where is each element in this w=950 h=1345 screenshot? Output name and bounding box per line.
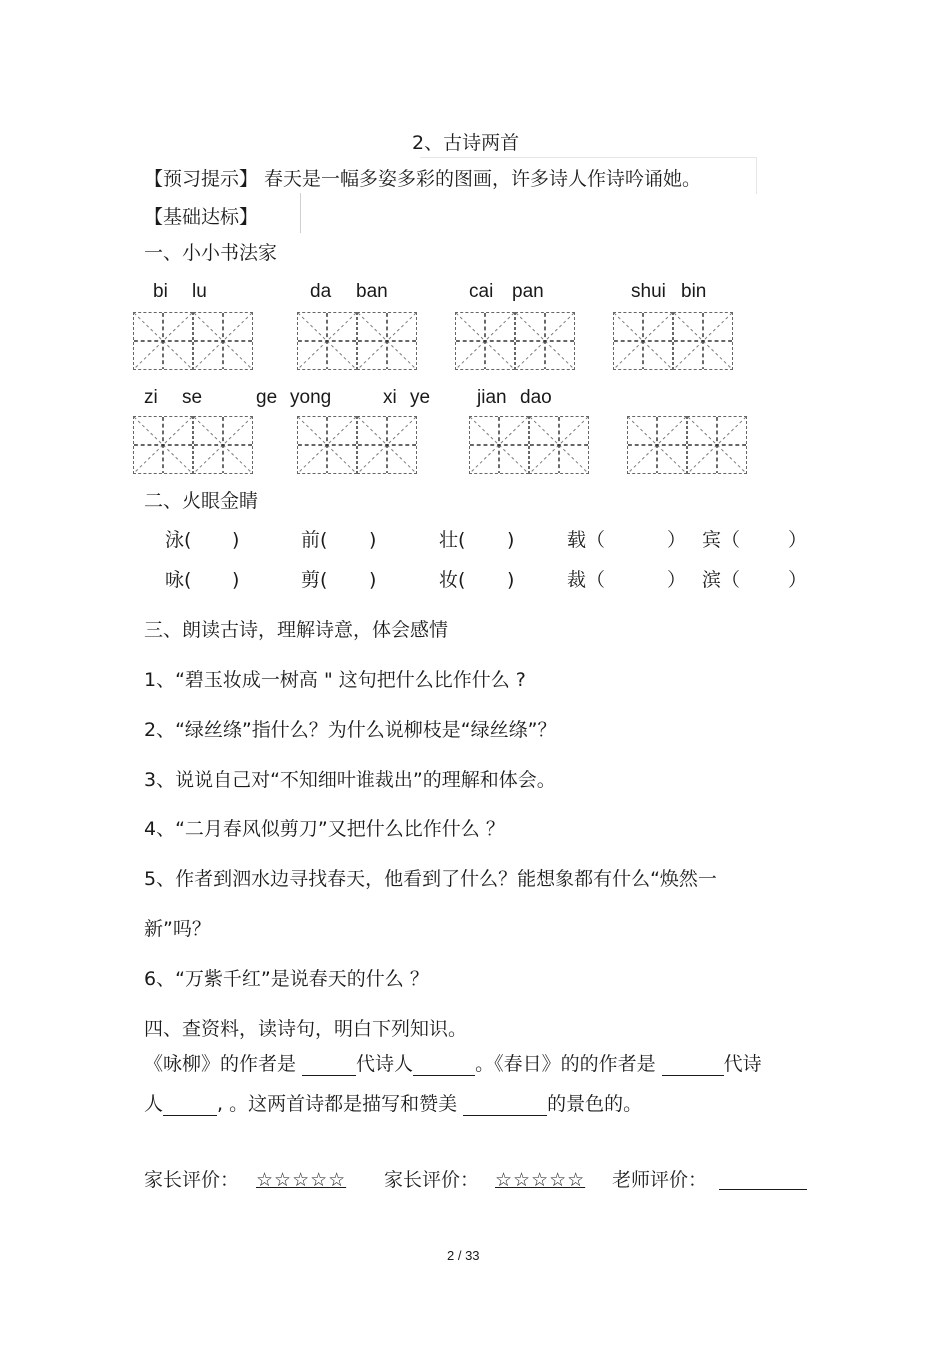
pinyin: ge [256,387,278,408]
pinyin: ye [410,387,431,408]
pinyin: lu [192,281,207,302]
parent-eval-stars[interactable]: ☆☆☆☆☆ [256,1169,347,1191]
fill-line-1 [144,1052,762,1076]
char-item: 咏( [165,569,192,591]
writing-grid-cell[interactable] [455,312,515,370]
fill-text: 代诗 [723,1053,762,1075]
fill-blank[interactable] [463,1095,547,1116]
writing-grid-cell[interactable] [193,416,253,474]
writing-grid-cell[interactable] [133,312,193,370]
fill-blank[interactable] [163,1095,217,1116]
question-5-line1: 5、作者到泗水边寻找春天，他看到了什么？能想象都有什么“焕然一 [144,868,717,890]
question-4: 4、“二月春风似剪刀”又把什么比作什么 ？ [144,818,505,840]
fill-text: 人 [144,1093,164,1115]
section3-heading: 三、朗读古诗，理解诗意，体会感情 [144,619,449,641]
char-paren: ） [667,569,687,591]
pinyin: pan [512,281,544,302]
writing-grid-cell[interactable] [357,312,417,370]
teacher-eval-blank[interactable] [719,1189,807,1190]
pinyin: se [182,387,203,408]
page-title: 2、古诗两首 [412,132,520,154]
section4-heading: 四、查资料，读诗句，明白下列知识。 [144,1018,468,1040]
pinyin: shui [631,281,666,302]
char-item: 裁（ [567,569,606,591]
writing-grid-cell[interactable] [297,312,357,370]
char-paren: ) [369,529,377,551]
parent-eval-stars-2[interactable]: ☆☆☆☆☆ [495,1169,586,1191]
char-item: 剪( [301,569,328,591]
writing-grid-cell[interactable] [193,312,253,370]
fill-text: , 。这两首诗都是描写和赞美 [217,1093,464,1115]
fill-blank[interactable] [662,1055,724,1076]
char-item: 前( [301,529,328,551]
pinyin: jian [477,387,507,408]
char-item: 载（ [567,529,606,551]
section2-heading: 二、火眼金睛 [144,490,259,512]
pinyin: yong [290,387,332,408]
pinyin: bin [681,281,707,302]
char-paren: ） [788,569,808,591]
writing-grid-cell[interactable] [357,416,417,474]
pinyin: zi [144,387,158,408]
teacher-eval-label: 老师评价： [612,1169,708,1191]
question-1: 1、“碧玉妆成一树高 " 这句把什么比作什么 ? [144,669,526,691]
char-paren: ) [232,529,240,551]
fill-blank[interactable] [413,1055,475,1076]
writing-grid-cell[interactable] [297,416,357,474]
question-5-line2: 新”吗？ [144,918,211,940]
fill-text: 。《春日》的的作者是 [475,1053,662,1075]
char-paren: ） [667,529,687,551]
pinyin: xi [383,387,397,408]
writing-grid-cell[interactable] [133,416,193,474]
question-3: 3、说说自己对“不知细叶谁裁出”的理解和体会。 [144,769,556,791]
pinyin: ban [356,281,388,302]
writing-grid-cell[interactable] [469,416,529,474]
char-item: 宾（ [702,529,741,551]
preview-hint: 【预习提示】 春天是一幅多姿多彩的图画，许多诗人作诗吟诵她。 [144,168,702,190]
char-paren: ) [507,529,515,551]
fill-line-2 [144,1092,642,1116]
fill-text: 的景色的。 [547,1093,643,1115]
page-number: 2 / 33 [447,1248,480,1263]
parent-eval-label: 家长评价： [144,1169,240,1191]
parent-eval-label-2: 家长评价： [384,1169,480,1191]
fill-text: 代诗人 [356,1053,414,1075]
pinyin: bi [153,281,168,302]
writing-grid-cell[interactable] [515,312,575,370]
char-paren: ) [369,569,377,591]
pinyin: da [310,281,332,302]
char-item: 壮( [439,529,466,551]
writing-grid-cell[interactable] [673,312,733,370]
pinyin: dao [520,387,552,408]
char-item: 妆( [439,569,466,591]
fill-blank[interactable] [302,1055,356,1076]
question-2: 2、“绿丝绦”指什么？为什么说柳枝是“绿丝绦”？ [144,719,557,741]
char-paren: ) [507,569,515,591]
writing-grid-cell[interactable] [529,416,589,474]
section1-heading: 一、小小书法家 [144,242,278,264]
char-item: 滨（ [702,569,741,591]
char-paren: ) [232,569,240,591]
writing-grid-cell[interactable] [687,416,747,474]
basic-heading: 【基础达标】 [144,206,259,228]
writing-grid-cell[interactable] [613,312,673,370]
writing-grid-cell[interactable] [627,416,687,474]
char-paren: ） [788,529,808,551]
question-6: 6、“万紫千红”是说春天的什么 ？ [144,968,429,990]
pinyin: cai [469,281,494,302]
char-item: 泳( [165,529,192,551]
divider-line [300,193,301,233]
fill-text: 《咏柳》的作者是 [144,1053,303,1075]
